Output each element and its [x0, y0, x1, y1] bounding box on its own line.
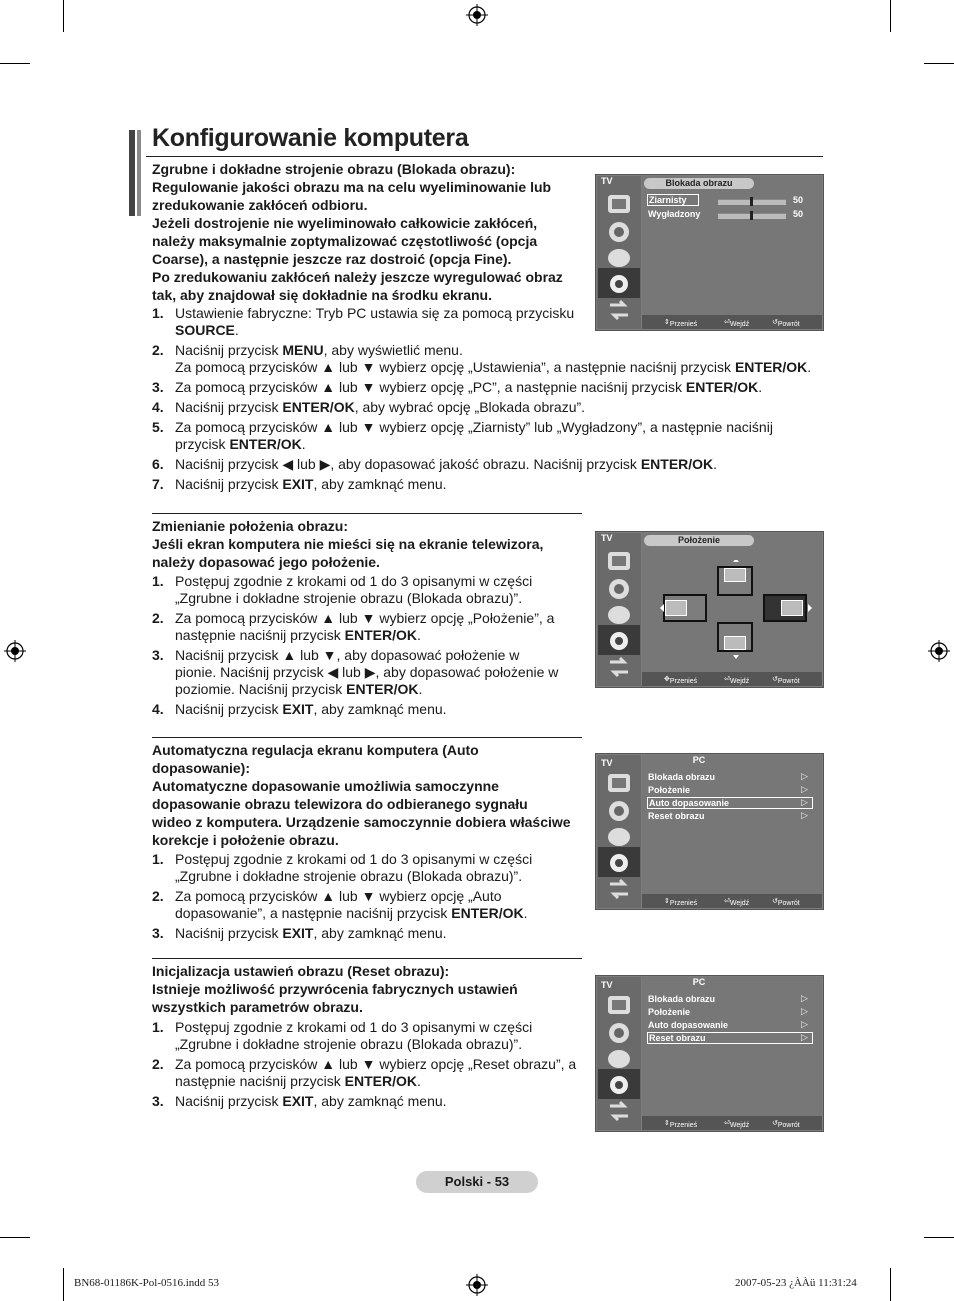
crop-mark: [63, 0, 64, 32]
osd-header: PC: [692, 755, 706, 765]
step-item: 2. Naciśnij przycisk MENU, aby wyświetlić menu. Za pomocą przycisków ▲ lub ▼ wybierz opcję „Ustawienia”, a następnie naciśnij przycisk ENTER/OK.: [152, 342, 812, 375]
title-accent-bar: [129, 130, 135, 216]
heading-line: zredukowanie zakłóceń odbioru.: [152, 197, 368, 213]
section-auto-heading: Automatyczna regulacja ekranu komputera (Auto dopasowanie): Automatyczne dopasowanie umożliwia samoczynne dopasowanie obrazu telewizora do odbieranego sygnału wideo z komputera. Urządzenie samoczynnie dobiera właściwe korekcje i położenie obrazu.: [152, 742, 571, 848]
osd-arrow-icon: ▷: [801, 797, 808, 807]
osd-item-ziarnisty: Ziarnisty: [647, 194, 699, 206]
section-reset-heading: Inicjalizacja ustawień obrazu (Reset obrazu): Istnieje możliwość przywrócenia fabrycznych ustawień wszystkich parametrów obrazu.: [152, 963, 518, 1015]
step-item: 3. Za pomocą przycisków ▲ lub ▼ wybierz opcję „PC”, a następnie naciśnij przycisk ENTER/OK.: [152, 379, 763, 395]
crop-mark: [0, 1237, 30, 1238]
step-item: 4. Naciśnij przycisk ENTER/OK, aby wybrać opcję „Blokada obrazu”.: [152, 399, 586, 415]
picture-icon: [604, 770, 634, 796]
osd-header: Blokada obrazu: [644, 178, 754, 189]
heading-line: Po zredukowaniu zakłóceń należy jeszcze wyregulować obraz: [152, 269, 563, 285]
channel-icon: [604, 1046, 634, 1072]
print-footer-date: 2007-05-23 ¿ÀÀü 11:31:24: [735, 1277, 857, 1289]
registration-mark-icon: [466, 4, 488, 26]
osd-item-polozenie: Położenie: [648, 785, 691, 795]
osd-item-polozenie: Położenie: [648, 1007, 691, 1017]
step-item: 3. Naciśnij przycisk EXIT, aby zamknąć menu.: [152, 1093, 447, 1109]
registration-mark-icon: [466, 1274, 488, 1296]
heading-line: Zgrubne i dokładne strojenie obrazu (Blokada obrazu):: [152, 161, 516, 177]
osd-footer: ✥ Przenieś ⏎ Wejdź ↺ Powrót: [642, 672, 822, 686]
channel-icon: [604, 824, 634, 850]
step-item: 1. Postępuj zgodnie z krokami od 1 do 3 opisanymi w części „Zgrubne i dokładne strojenie obrazu (Blokada obrazu)”.: [152, 851, 533, 884]
osd-item-auto: Auto dopasowanie: [648, 1020, 729, 1030]
picture-icon: [604, 191, 634, 217]
registration-mark-icon: [4, 640, 26, 662]
input-icon: [604, 297, 634, 323]
title-accent-bar: [137, 130, 141, 216]
channel-icon: [604, 245, 634, 271]
osd-tv-label: TV: [601, 176, 613, 186]
osd-pc-auto: [595, 753, 824, 910]
osd-item-reset: Reset obrazu: [648, 811, 705, 821]
osd-arrow-icon: ▷: [801, 993, 808, 1003]
crop-mark: [890, 1268, 891, 1301]
step-item: 7. Naciśnij przycisk EXIT, aby zamknąć menu.: [152, 476, 447, 492]
page-title: Konfigurowanie komputera: [152, 124, 469, 152]
step-item: 6. Naciśnij przycisk ◀ lub ▶, aby dopasować jakość obrazu. Naciśnij przycisk ENTER/OK.: [152, 456, 718, 472]
crop-mark: [0, 63, 30, 64]
input-icon: [604, 1098, 634, 1124]
osd-value: 50: [793, 209, 804, 219]
osd-slider-knob: [750, 197, 753, 206]
registration-mark-icon: [928, 640, 950, 662]
title-underline: [146, 156, 823, 157]
osd-tv-label: TV: [601, 533, 613, 543]
step-item: 1. Postępuj zgodnie z krokami od 1 do 3 opisanymi w części „Zgrubne i dokładne strojenie obrazu (Blokada obrazu)”.: [152, 573, 533, 606]
osd-item-wygladzony: Wygładzony: [648, 209, 701, 219]
step-item: 4. Naciśnij przycisk EXIT, aby zamknąć menu.: [152, 701, 447, 717]
section-polozenie-heading: Zmienianie położenia obrazu: Jeśli ekran komputera nie mieści się na ekranie telewizora, należy dopasować jego położenie.: [152, 518, 544, 570]
section-divider: [152, 737, 582, 738]
channel-icon: [604, 602, 634, 628]
section-reset-steps: [152, 1016, 584, 1110]
sound-icon: [604, 798, 634, 824]
picture-icon: [604, 992, 634, 1018]
osd-slider-knob: [750, 211, 753, 220]
heading-line: tak, aby znajdował się dokładnie na środku ekranu.: [152, 287, 492, 303]
step-item: 2. Za pomocą przycisków ▲ lub ▼ wybierz opcję „Auto dopasowanie”, a następnie naciśnij przycisk ENTER/OK.: [152, 888, 528, 921]
heading-line: Jeżeli dostrojenie nie wyeliminowało całkowicie zakłóceń,: [152, 215, 538, 231]
step-item: 1. Ustawienie fabryczne: Tryb PC ustawia się za pomocą przycisku SOURCE.: [152, 305, 575, 338]
osd-item-auto: Auto dopasowanie: [647, 797, 813, 809]
osd-tv-label: TV: [601, 980, 613, 990]
setup-gear-icon: [604, 628, 634, 654]
page-number-badge: Polski - 53: [416, 1171, 538, 1193]
osd-tv-label: TV: [601, 758, 613, 768]
input-icon: [604, 654, 634, 680]
section-blokada-heading: [152, 160, 584, 304]
osd-footer: ⇕ Przenieś ⏎ Wejdź ↺ Powrót: [642, 1116, 822, 1130]
osd-item-reset: Reset obrazu: [647, 1032, 813, 1044]
crop-mark: [924, 63, 954, 64]
osd-arrow-icon: ▷: [801, 1019, 808, 1029]
crop-mark: [924, 1237, 954, 1238]
osd-footer: ⇕ Przenieś ⏎ Wejdź ↺ Powrót: [642, 894, 822, 908]
sound-icon: [604, 219, 634, 245]
step-item: 3. Naciśnij przycisk ▲ lub ▼, aby dopasować położenie w pionie. Naciśnij przycisk ◀ lub ▶, aby dopasować położenie w poziomie. Naciśnij przycisk ENTER/OK.: [152, 647, 559, 697]
input-icon: [604, 876, 634, 902]
section-divider: [152, 513, 582, 514]
osd-blokada-obrazu: [595, 174, 824, 331]
crop-mark: [63, 1268, 64, 1301]
setup-gear-icon: [604, 271, 634, 297]
section-auto-steps: [152, 848, 584, 942]
setup-gear-icon: [604, 1072, 634, 1098]
osd-item-blokada: Blokada obrazu: [648, 994, 716, 1004]
step-item: 2. Za pomocą przycisków ▲ lub ▼ wybierz opcję „Reset obrazu”, a następnie naciśnij przycisk ENTER/OK.: [152, 1056, 577, 1089]
setup-gear-icon: [604, 850, 634, 876]
section-polozenie-steps: [152, 570, 584, 718]
step-item: 1. Postępuj zgodnie z krokami od 1 do 3 opisanymi w części „Zgrubne i dokładne strojenie obrazu (Blokada obrazu)”.: [152, 1019, 533, 1052]
crop-mark: [890, 0, 891, 32]
osd-pc-reset: [595, 975, 824, 1132]
sound-icon: [604, 1020, 634, 1046]
osd-footer: ⇕ Przenieś ⏎ Wejdź ↺ Powrót: [642, 315, 822, 329]
section-divider: [152, 958, 582, 959]
osd-header: PC: [692, 977, 706, 987]
position-arrows-icon: [656, 560, 816, 660]
osd-arrow-icon: ▷: [801, 1006, 808, 1016]
osd-item-blokada: Blokada obrazu: [648, 772, 716, 782]
print-footer-file: BN68-01186K-Pol-0516.indd 53: [74, 1277, 220, 1289]
osd-arrow-icon: ▷: [801, 810, 808, 820]
osd-arrow-icon: ▷: [801, 784, 808, 794]
heading-line: należy maksymalnie zoptymalizować częstotliwość (opcja: [152, 233, 538, 249]
sound-icon: [604, 576, 634, 602]
picture-icon: [604, 548, 634, 574]
osd-arrow-icon: ▷: [801, 771, 808, 781]
osd-polozenie: [595, 531, 824, 688]
osd-header: Położenie: [644, 535, 754, 546]
heading-line: Regulowanie jakości obrazu ma na celu wyeliminowanie lub: [152, 179, 552, 195]
step-item: 5. Za pomocą przycisków ▲ lub ▼ wybierz opcję „Ziarnisty” lub „Wygładzony”, a następnie naciśnij przycisk ENTER/OK.: [152, 419, 773, 452]
step-item: 3. Naciśnij przycisk EXIT, aby zamknąć menu.: [152, 925, 447, 941]
osd-slider: [718, 213, 786, 219]
osd-value: 50: [793, 195, 804, 205]
osd-arrow-icon: ▷: [801, 1032, 808, 1042]
heading-line: Coarse), a następnie jeszcze raz dostroić (opcja Fine).: [152, 251, 512, 267]
osd-slider: [718, 199, 786, 205]
step-item: 2. Za pomocą przycisków ▲ lub ▼ wybierz opcję „Położenie”, a następnie naciśnij przycisk ENTER/OK.: [152, 610, 555, 643]
